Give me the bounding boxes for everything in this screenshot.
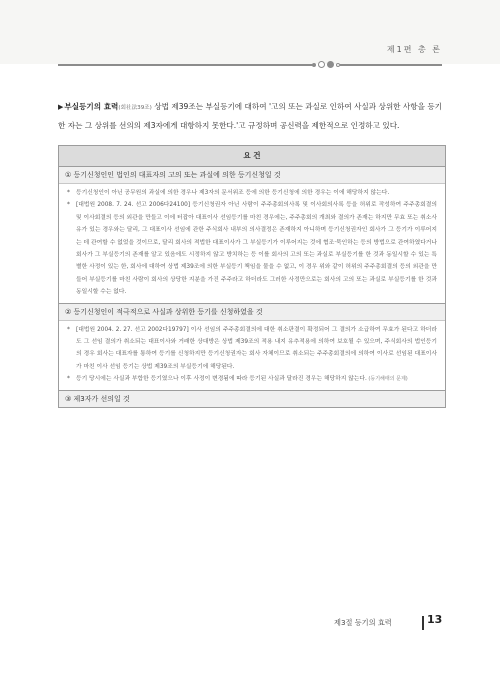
note-text: [대법원 2004. 2. 27. 선고 2002다19797] 이사 선임의 주주총회결의에 대한 취소판결이 확정되어 그 결의가 소급하여 무효가 된다고 하더라도 그 선임 결의가 취소되는 대표이사와 거래한 상대방은 상법 제39조의 적용 내지 유추적용에 의하여 보호될 수 있으며, 주식회사의 법인등기의 경우 회사는 대표자를 통하여 등기를 신청하지만 등기신청권자는 회사 자체이므로 취소되는 주주총회결의에 의하여 이사로 선임된 대표이사가 마친 이사 선임 등기는 상법 제39조의 부실등기에 해당된다. [76, 326, 437, 370]
note-subtext: (등기해태의 문제) [366, 376, 408, 383]
requirements-header: 요 건 [59, 146, 445, 167]
section-title: 제1편 총 론 [386, 45, 442, 54]
note-item [67, 324, 437, 374]
requirement-heading-1: ① 등기신청인인 법인의 대표자의 고의 또는 과실에 의한 등기신청일 것 [59, 167, 445, 184]
note-marker: * [67, 202, 70, 209]
requirements-table [58, 145, 446, 408]
intro-text: 상법 제39조는 부실등기에 대하여 '고의 또는 과실로 인하여 사실과 상위한 사항을 등기한 자는 그 상위를 선의의 제3자에게 대항하지 못한다.'고 규정하며 공신력을 제한적으로 인정하고 있다. [58, 102, 442, 130]
note-text-main: 등기 당시에는 사실과 부합한 등기였으나 이후 사정이 변경됨에 따라 등기된 사실과 달라진 경우는 해당하지 않는다. [76, 376, 367, 383]
note-text: 등기신청인이 아닌 공무원의 과실에 의한 경우나 제3자의 문서위조 등에 의한 등기신청에 의한 경우는 이에 해당하지 않는다. [76, 190, 390, 196]
ornament-dot [318, 61, 325, 68]
footer-chapter: 제3절 등기의 효력 [334, 618, 392, 627]
note-text: [대법원 2008. 7. 24. 선고 2006다24100] 등기신청권자 아닌 사람이 주주총회의사록 및 이사회의사록 등을 허위로 작성하여 주주총회결의 및 이사회결의 등의 외관을 만들고 이에 터잡아 대표이사 선임등기를 마친 경우에는, 주주총회의 개최와 결의가 존재는 하지만 무효 또는 취소사유가 있는 경우와는 달리, 그 대표이사 선임에 관한 주식회사 내부의 의사결정은 존재하지 아니하며 등기신청권자인 회사가 그 등기가 이루어지는 데 관여할 수 없었을 것이므로, 달리 회사의 적법한 대표이사가 그 부실등기가 이루어지는 것에 협조·묵인하는 등의 방법으로 관여하였다거나 회사가 그 부실등기의 존재를 알고 있음에도 시정하지 않고 방치하는 등 이를 회사의 고의 또는 과실로 부실등기를 한 것과 동일시할 수 있는 특별한 사정이 있는 한, 회사에 대하여 상법 제39조에 의한 부실등기 책임을 물을 수 없고, 이 경우 위와 같이 허위의 주주총회결의 등의 외관을 만들어 부실등기를 마친 사람이 회사의 상당한 지분을 가진 주주라고 하더라도 그러한 사정만으로는 회사의 고의 또는 과실로 부실등기를 한 것과 동일시할 수는 없다. [76, 202, 437, 296]
note-item [67, 199, 437, 298]
ornament-dot [327, 61, 334, 68]
note-marker: * [67, 376, 70, 383]
note-marker: * [67, 190, 70, 196]
triangle-bullet-icon: ▶ [58, 103, 64, 111]
intro-paragraph [58, 98, 446, 134]
header-divider-right [340, 64, 442, 66]
note-item [67, 373, 437, 385]
page-number: 13 [427, 613, 443, 626]
note-marker: * [67, 326, 70, 333]
header-dots-ornament [312, 60, 342, 70]
footer-divider [422, 616, 424, 630]
ornament-dot [312, 63, 316, 67]
header-divider-left [58, 64, 313, 66]
intro-term: 부실등기의 효력 [64, 102, 119, 111]
note-text [76, 373, 437, 385]
requirement-heading-3: ③ 제3자가 선의일 것 [59, 391, 445, 407]
intro-term-ref: (회社法39조) [118, 105, 152, 111]
requirement-body-1 [59, 184, 445, 304]
requirement-heading-2: ② 등기신청인이 적극적으로 사실과 상위한 등기를 신청하였을 것 [59, 304, 445, 321]
requirement-body-2 [59, 321, 445, 391]
note-item [67, 187, 437, 199]
